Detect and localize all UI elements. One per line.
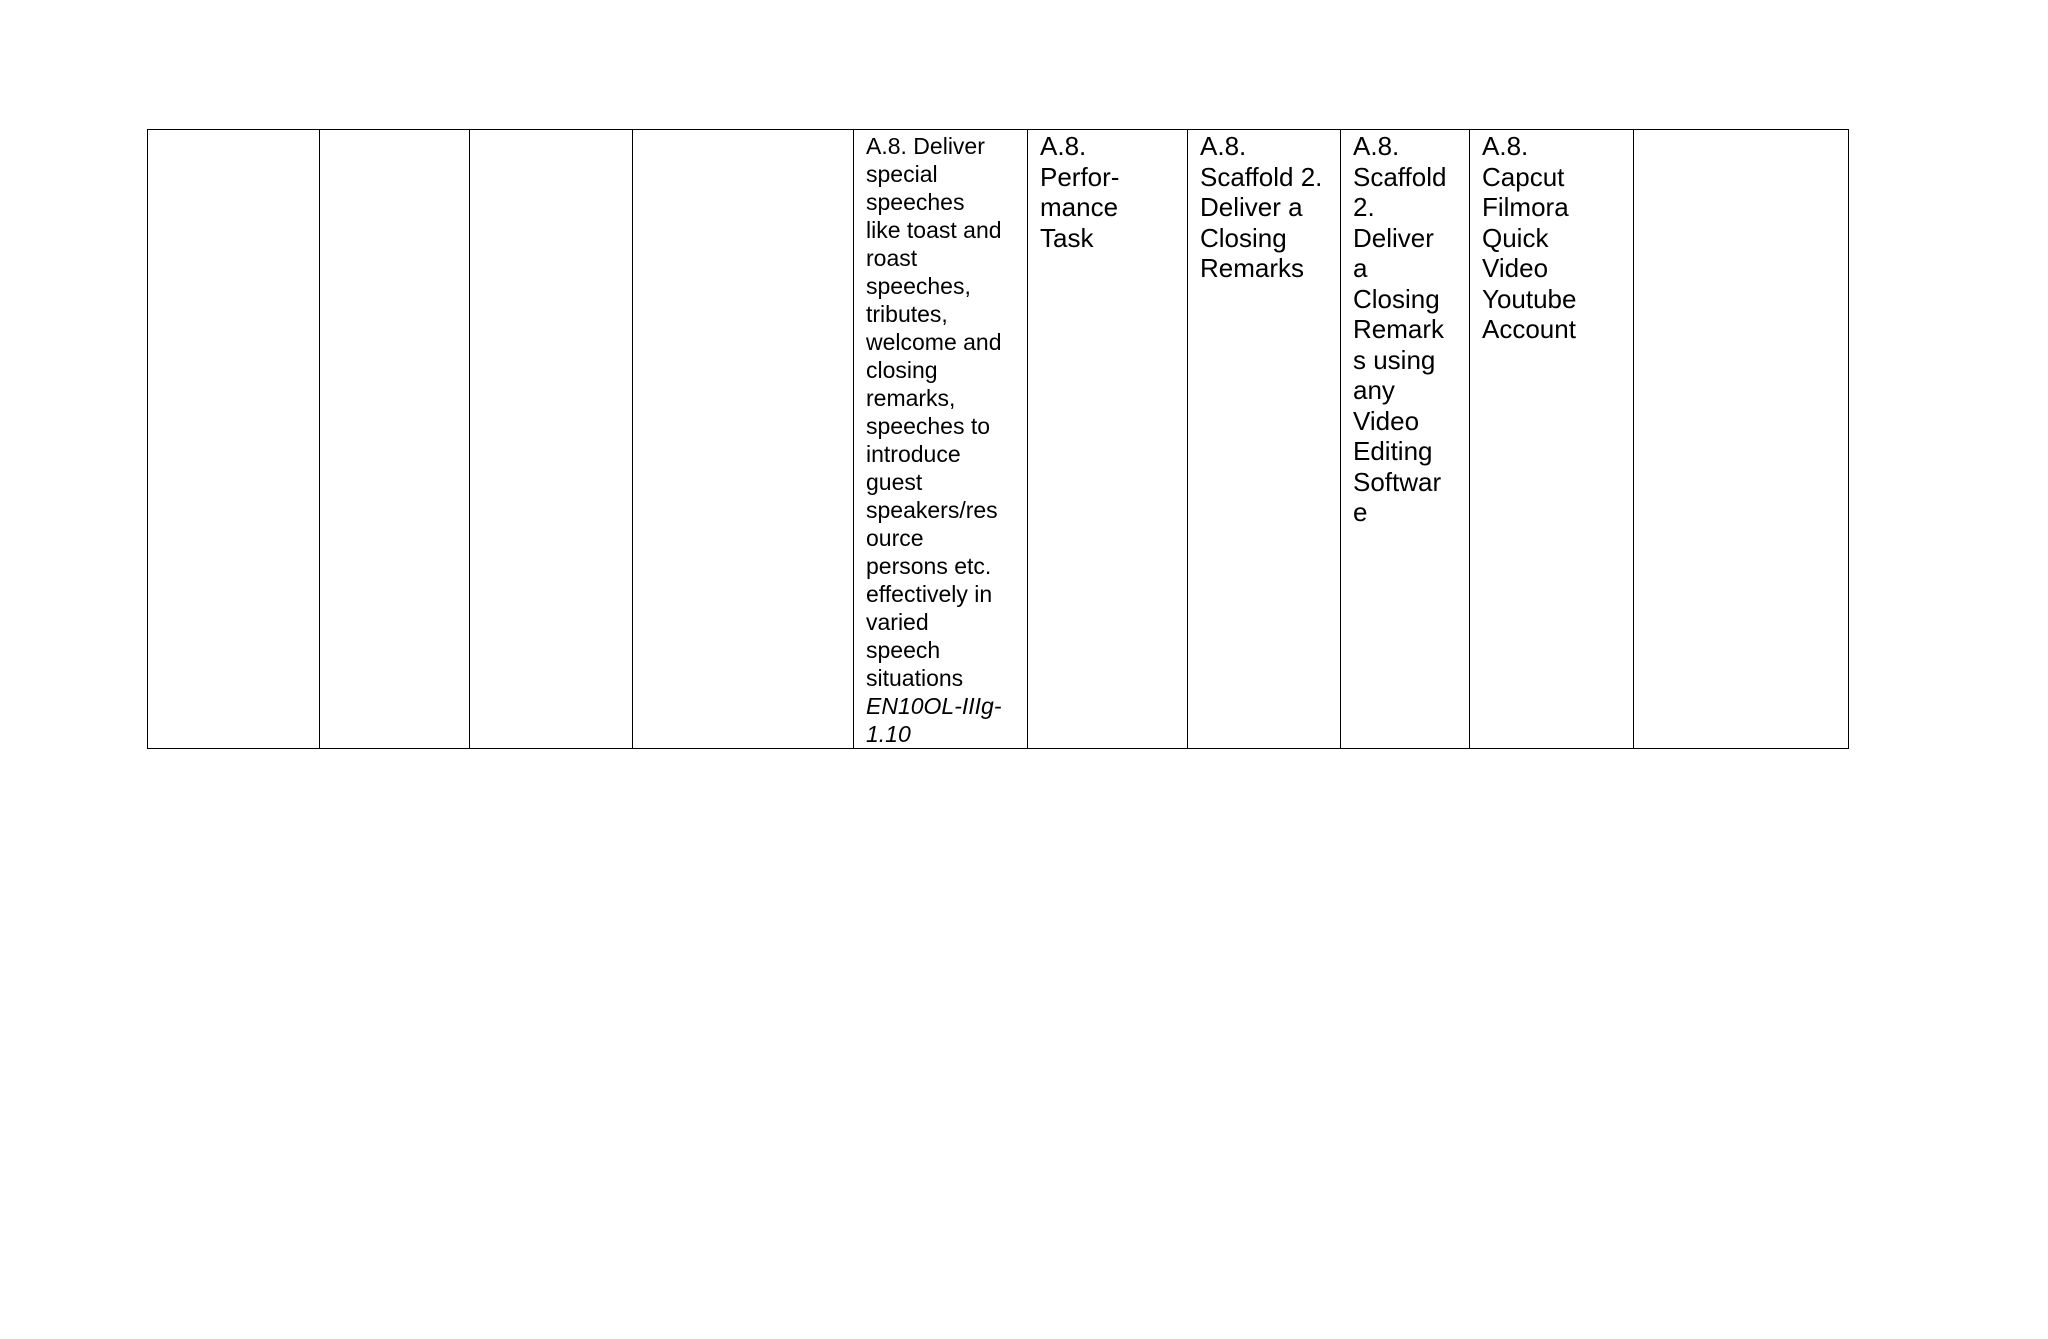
table-cell-4	[633, 130, 854, 749]
cell-1-text	[160, 130, 319, 132]
curriculum-table	[147, 129, 1849, 749]
cell-2-text	[332, 130, 469, 132]
table-cell-2	[320, 130, 470, 749]
resources-text: A.8. Capcut Filmora Quick Video Youtube Account	[1482, 131, 1577, 344]
table-cell-10	[1634, 130, 1849, 749]
activity-cell	[1188, 130, 1341, 749]
cell-4-text	[645, 130, 853, 132]
learning-competency-cell	[854, 130, 1028, 749]
assessment-text: A.8. Perfor- mance Task	[1040, 131, 1120, 253]
cell-3-text	[482, 130, 632, 132]
resources-cell	[1470, 130, 1634, 749]
task-description-cell	[1341, 130, 1470, 749]
assessment-cell	[1028, 130, 1188, 749]
task-description-text: A.8. Scaffold 2. Deliver a Closing Remark s using any Video Editing Softwar e	[1353, 131, 1447, 527]
learning-competency-text: A.8. Deliver special speeches like toast and roast speeches, tributes, welcome and closing remarks, speeches to introduce guest speakers/res ource persons etc. effectively in varied speech situations	[866, 133, 1002, 691]
cell-10-text	[1646, 130, 1848, 132]
table-cell-3	[470, 130, 633, 749]
competency-code: EN10OL-IIIg- 1.10	[866, 693, 1002, 747]
activity-text: A.8. Scaffold 2. Deliver a Closing Remarks	[1200, 131, 1323, 283]
table-row	[148, 130, 1849, 749]
table-cell-1	[148, 130, 320, 749]
